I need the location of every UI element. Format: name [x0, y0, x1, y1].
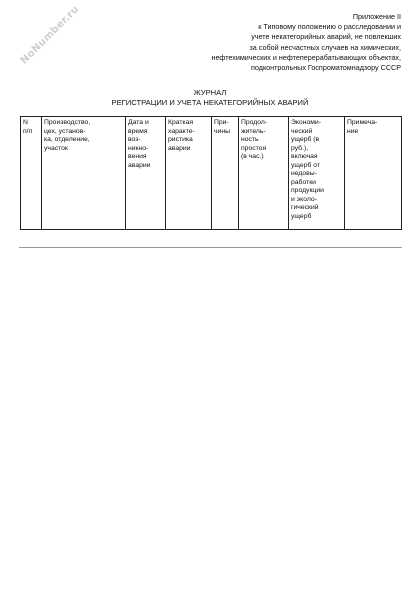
- header-line: участок: [44, 144, 68, 152]
- col-causes: [212, 117, 239, 230]
- header-line: Продол-: [241, 119, 268, 126]
- header-line: Производство,: [44, 119, 91, 126]
- appendix-line: учете некатегорийных аварий, не повлекших: [251, 32, 401, 42]
- header-line: п/п: [23, 127, 33, 135]
- header-line: аварии: [128, 161, 151, 169]
- header-line: При-: [214, 119, 229, 126]
- header-line: ущерб (в: [291, 136, 320, 143]
- col-number: [21, 117, 42, 230]
- header-line: включая: [291, 153, 318, 160]
- header-line: ность: [241, 136, 259, 143]
- journal-table: [20, 116, 402, 230]
- header-line: ристика: [168, 136, 193, 143]
- appendix-note: [141, 12, 401, 73]
- header-line: вения: [128, 153, 147, 160]
- header-line: простоя: [241, 144, 267, 152]
- appendix-line: к Типовому положению о расследовании и: [258, 22, 401, 32]
- header-line: Примеча-: [347, 119, 378, 126]
- header-line: ние: [347, 127, 359, 135]
- appendix-line: нефтехимических и нефтеперерабатывающих объектах,: [211, 52, 401, 62]
- header-line: никно-: [128, 144, 149, 152]
- header-line: Экономи-: [291, 119, 321, 126]
- col-date-time: [126, 117, 166, 230]
- header-line: (в час.): [241, 153, 264, 160]
- col-economic-damage: [289, 117, 345, 230]
- header-line: цех, установ-: [44, 127, 86, 135]
- appendix-line: Приложение II: [352, 12, 401, 21]
- journal-title: ЖУРНАЛ: [193, 88, 227, 97]
- col-description: [166, 117, 212, 230]
- header-line: руб.),: [291, 144, 309, 152]
- header-line: чины: [214, 127, 230, 135]
- page-divider: [19, 247, 402, 248]
- header-line: продукции: [291, 187, 324, 194]
- header-line: гический: [291, 204, 319, 211]
- header-line: ущерб: [291, 212, 312, 220]
- journal-subtitle: РЕГИСТРАЦИИ И УЧЕТА НЕКАТЕГОРИЙНЫХ АВАРИЙ: [111, 98, 309, 107]
- header-line: ческий: [291, 127, 313, 135]
- header-line: и эколо-: [291, 195, 317, 203]
- col-notes: [345, 117, 402, 230]
- table-header-row: [21, 117, 402, 230]
- header-line: работки: [291, 178, 316, 186]
- header-line: аварии: [168, 144, 191, 152]
- header-line: N: [23, 119, 28, 126]
- col-downtime: [239, 117, 289, 230]
- header-line: Краткая: [168, 119, 194, 126]
- header-line: характе-: [168, 127, 195, 135]
- appendix-line: подконтрольных Госпроматомнадзору СССР: [251, 63, 401, 73]
- header-line: Дата и: [128, 119, 149, 126]
- header-line: недовы-: [291, 170, 317, 177]
- header-line: житель-: [241, 127, 266, 135]
- header-line: время: [128, 127, 148, 135]
- header-line: ка, отделение,: [44, 136, 90, 143]
- col-production: [42, 117, 126, 230]
- header-line: ущерб от: [291, 161, 320, 169]
- watermark: NoNumber.ru: [18, 3, 82, 67]
- header-line: воз-: [128, 136, 141, 143]
- appendix-line: за собой несчастных случаев на химических,: [249, 42, 401, 52]
